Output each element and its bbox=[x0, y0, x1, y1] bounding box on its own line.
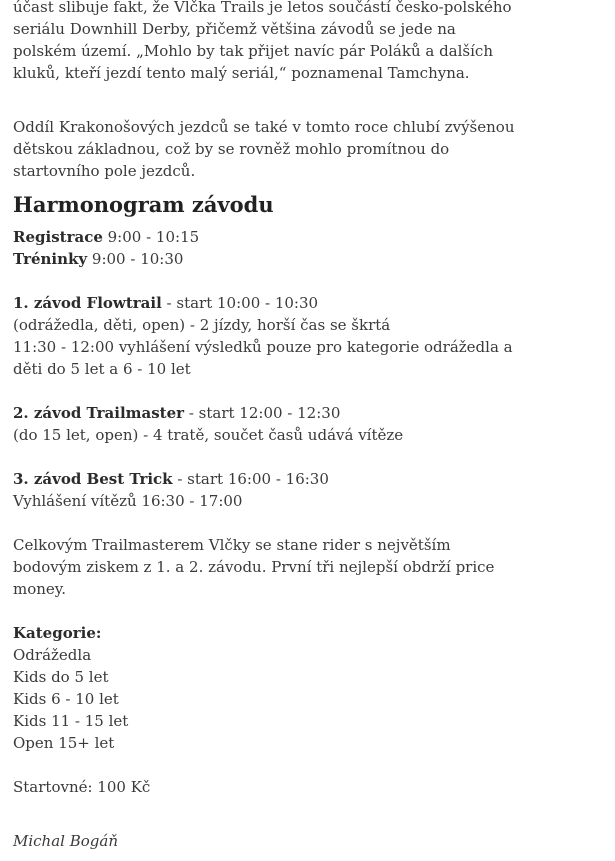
registration-line bbox=[13, 226, 603, 248]
paragraph-spacer bbox=[13, 754, 603, 776]
text-line: dětskou základnou, což by se rovněž mohlo promítnou do bbox=[13, 140, 450, 158]
paragraph-spacer bbox=[13, 600, 603, 622]
intro-paragraph-2 bbox=[13, 116, 603, 182]
training-time: 9:00 - 10:30 bbox=[87, 250, 184, 268]
registration-training bbox=[13, 226, 603, 270]
race-2-detail: (do 15 let, open) - 4 tratě, součet časů udává vítěze bbox=[13, 426, 404, 444]
text-line: bodovým ziskem z 1. a 2. závodu. První tři nejlepší obdrží price bbox=[13, 558, 495, 576]
registration-label: Registrace bbox=[13, 228, 103, 246]
training-line bbox=[13, 248, 603, 270]
race-1-title: 1. závod Flowtrail bbox=[13, 294, 162, 312]
race-2-block bbox=[13, 402, 603, 446]
text-line: polském území. „Mohlo by tak přijet navíc pár Poláků a dalších bbox=[13, 42, 493, 60]
category-item: Kids 6 - 10 let bbox=[13, 690, 119, 708]
paragraph-spacer bbox=[13, 512, 603, 534]
article-body bbox=[13, 0, 603, 852]
category-item: Kids do 5 let bbox=[13, 668, 109, 686]
intro-paragraph-1 bbox=[13, 0, 603, 84]
text-line: kluků, kteří jezdí tento malý seriál,“ poznamenal Tamchyna. bbox=[13, 64, 470, 82]
category-item: Odrážedla bbox=[13, 646, 92, 664]
entry-fee: Startovné: 100 Kč bbox=[13, 778, 151, 796]
paragraph-spacer bbox=[13, 380, 603, 402]
overall-paragraph bbox=[13, 534, 603, 600]
race-2-start: - start 12:00 - 12:30 bbox=[184, 404, 341, 422]
race-3-detail: Vyhlášení vítězů 16:30 - 17:00 bbox=[13, 492, 243, 510]
race-2-line bbox=[13, 402, 603, 424]
race-3-title: 3. závod Best Trick bbox=[13, 470, 173, 488]
race-1-detail: děti do 5 let a 6 - 10 let bbox=[13, 360, 191, 378]
text-line: účast slibuje fakt, že Vlčka Trails je letos součástí česko-polského bbox=[13, 0, 512, 16]
paragraph-spacer bbox=[13, 798, 603, 830]
registration-time: 9:00 - 10:15 bbox=[102, 228, 200, 246]
paragraph-spacer bbox=[13, 446, 603, 468]
text-line: Celkovým Trailmasterem Vlčky se stane rider s největším bbox=[13, 536, 451, 554]
text-line: money. bbox=[13, 580, 67, 598]
categories-block bbox=[13, 622, 603, 754]
race-1-block bbox=[13, 292, 603, 380]
race-3-start: - start 16:00 - 16:30 bbox=[172, 470, 329, 488]
paragraph-spacer bbox=[13, 270, 603, 292]
race-3-block bbox=[13, 468, 603, 512]
text-line: Oddíl Krakonošových jezdců se také v tomto roce chlubí zvýšenou bbox=[13, 118, 515, 136]
categories-label: Kategorie: bbox=[13, 624, 102, 642]
schedule-heading: Harmonogram závodu bbox=[13, 192, 274, 217]
race-1-detail: (odrážedla, děti, open) - 2 jízdy, horší čas se škrtá bbox=[13, 316, 391, 334]
category-item: Open 15+ let bbox=[13, 734, 115, 752]
race-3-line bbox=[13, 468, 603, 490]
text-line: startovního pole jezdců. bbox=[13, 162, 196, 180]
paragraph-spacer bbox=[13, 84, 603, 116]
race-1-start: - start 10:00 - 10:30 bbox=[161, 294, 319, 312]
race-1-line bbox=[13, 292, 603, 314]
training-label: Tréninky bbox=[13, 250, 88, 268]
category-item: Kids 11 - 15 let bbox=[13, 712, 129, 730]
author-signature: Michal Bogáň bbox=[13, 832, 118, 850]
race-1-detail: 11:30 - 12:00 vyhlášení výsledků pouze pro kategorie odrážedla a bbox=[13, 338, 513, 356]
text-line: seriálu Downhill Derby, přičemž většina závodů se jede na bbox=[13, 20, 456, 38]
race-2-title: 2. závod Trailmaster bbox=[13, 404, 185, 422]
